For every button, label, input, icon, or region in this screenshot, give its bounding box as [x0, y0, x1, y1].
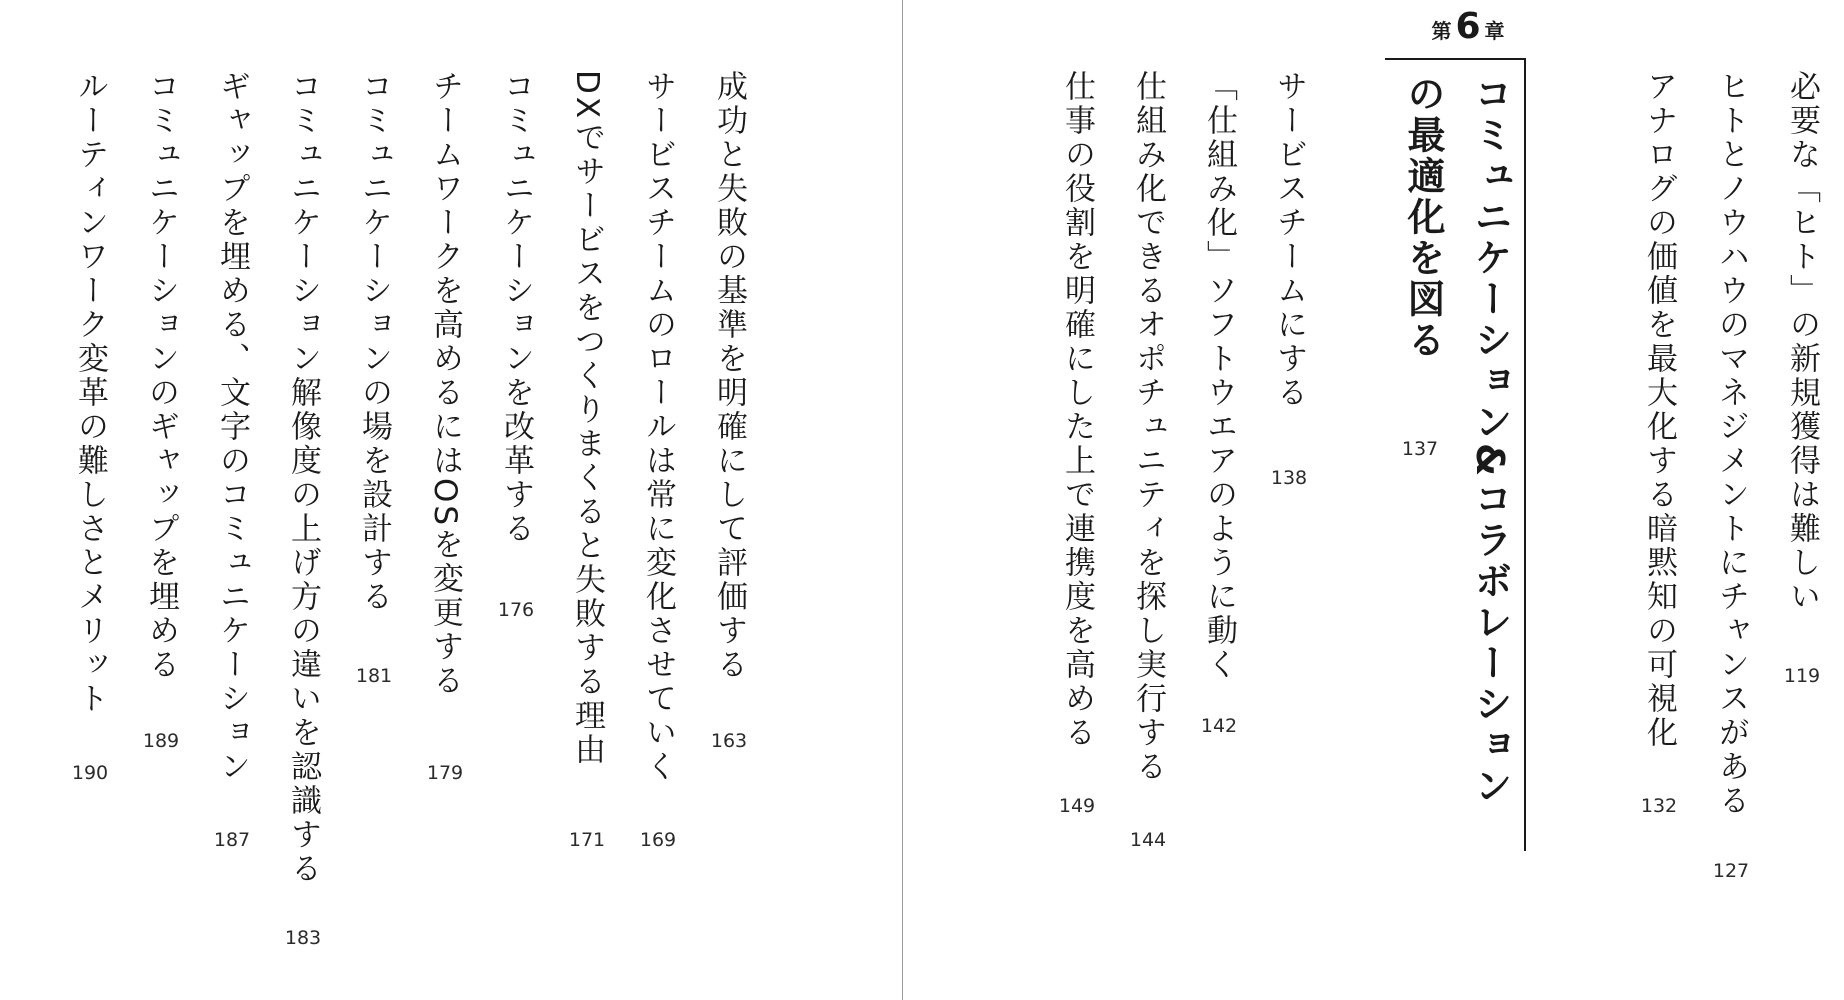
toc-entry-title[interactable]: コミュニケーションを改革する — [498, 70, 534, 546]
toc-entry-title[interactable]: 成功と失敗の基準を明確にして評価する — [711, 70, 747, 682]
toc-entry-page: 179 — [426, 762, 464, 784]
toc-entry-title[interactable]: 仕事の役割を明確にした上で連携度を高める — [1059, 70, 1095, 750]
toc-entry-title[interactable]: チームワークを高めるにはOSを変更する — [427, 70, 463, 699]
chapter-label-prefix: 第 — [1431, 19, 1452, 43]
toc-entry-page: 119 — [1783, 665, 1821, 687]
toc-entry-title[interactable]: コミュニケーションのギャップを埋める — [143, 70, 179, 682]
toc-entry-title[interactable]: DXでサービスをつくりまくると失敗する理由 — [569, 70, 605, 768]
toc-entry-title[interactable]: コミュニケーション解像度の上げ方の違いを認識する — [285, 70, 321, 886]
toc-entry-page: 187 — [213, 829, 251, 851]
toc-entry-title[interactable]: コミュニケーションの場を設計する — [356, 70, 392, 614]
chapter-label-suffix: 章 — [1484, 19, 1505, 43]
chapter-label — [1420, 6, 1516, 46]
toc-entry-title[interactable]: 必要な「ヒト」の新規獲得は難しい — [1784, 70, 1820, 614]
toc-entry-title[interactable]: 「仕組み化」ソフトウエアのように動く — [1201, 70, 1237, 682]
toc-entry-page: 190 — [71, 762, 109, 784]
toc-entry-page: 149 — [1058, 795, 1096, 817]
toc-entry-page: 132 — [1640, 795, 1678, 817]
toc-entry-page: 176 — [497, 599, 535, 621]
toc-entry-title[interactable]: ルーティンワーク変革の難しさとメリット — [72, 70, 108, 716]
toc-entry-page: 183 — [284, 927, 322, 949]
toc-entry-title[interactable]: ヒトとノウハウのマネジメントにチャンスがある — [1713, 70, 1749, 818]
toc-entry-title[interactable]: サービスチームのロールは常に変化させていく — [640, 70, 676, 784]
toc-entry-page: 144 — [1129, 829, 1167, 851]
toc-entry-page: 127 — [1712, 860, 1750, 882]
chapter-rule — [1385, 58, 1525, 60]
toc-entry-page: 163 — [710, 730, 748, 752]
toc-entry-page: 189 — [142, 730, 180, 752]
chapter-number: 6 — [1455, 6, 1481, 47]
toc-entry-title[interactable]: アナログの価値を最大化する暗黙知の可視化 — [1641, 70, 1677, 750]
toc-entry-page: 142 — [1200, 715, 1238, 737]
toc-entry-page: 169 — [639, 829, 677, 851]
chapter-side-rule — [1524, 58, 1526, 851]
toc-entry-page: 138 — [1270, 467, 1308, 489]
toc-entry-page: 171 — [568, 829, 606, 851]
chapter-title-line2[interactable]: の最適化を図る — [1401, 74, 1445, 361]
chapter-title-line1[interactable]: コミュニケーション&コラボレーション — [1468, 74, 1512, 808]
toc-entry-title[interactable]: ギャップを埋める、文字のコミュニケーション — [214, 70, 250, 784]
page-divider — [902, 0, 903, 1000]
chapter-page: 137 — [1401, 438, 1439, 460]
toc-entry-page: 181 — [355, 665, 393, 687]
toc-entry-title[interactable]: サービスチームにする — [1271, 70, 1307, 410]
toc-entry-title[interactable]: 仕組み化できるオポチュニティを探し実行する — [1130, 70, 1166, 784]
